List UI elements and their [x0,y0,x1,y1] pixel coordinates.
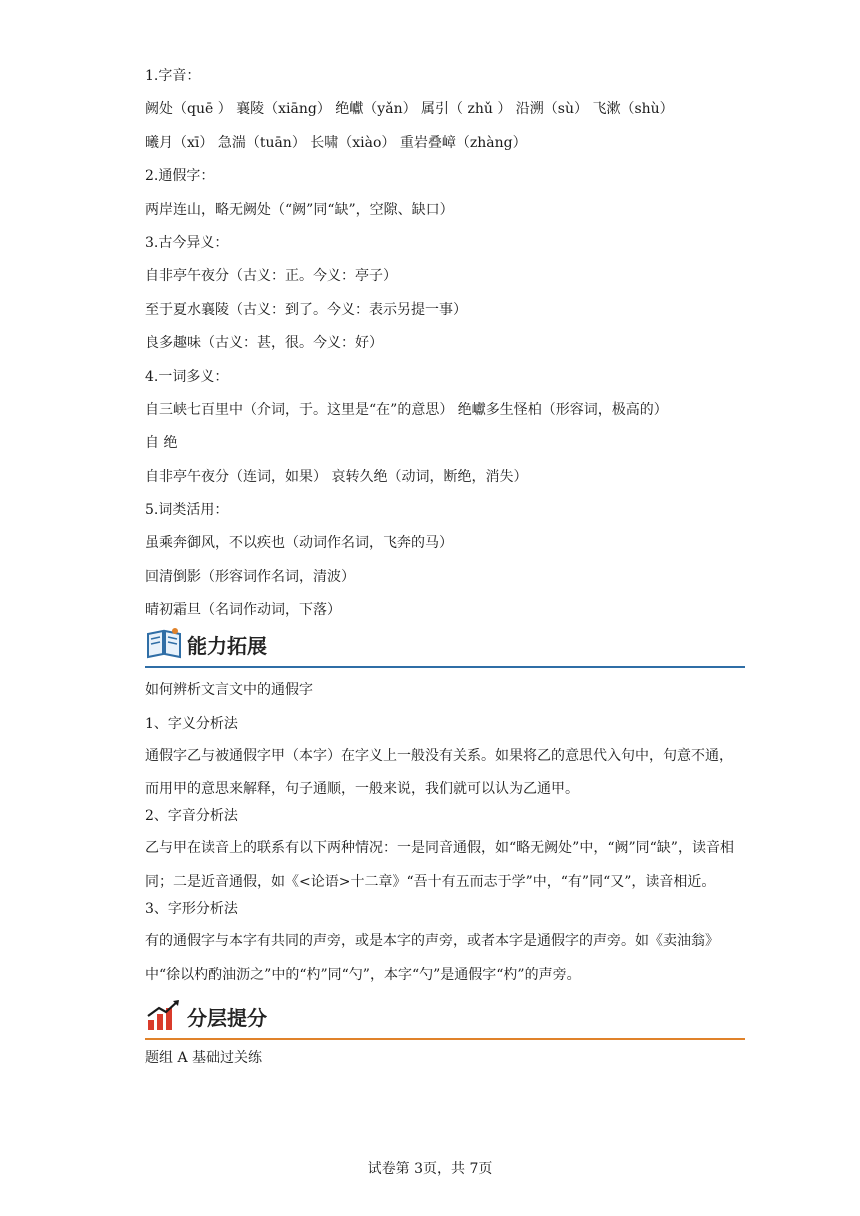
yiciduoyi-line-1: 自三峡七百里中（介词，于。这里是“在”的意思） 绝巘多生怪柏（形容词，极高的） [145,401,668,418]
method-3-heading: 3、字形分析法 [145,901,238,918]
gujin-line-2: 至于夏水襄陵（古义：到了。今义：表示另提一事） [145,301,467,318]
heading-cilei: 5.词类活用： [145,502,229,519]
gujin-line-1: 自非亭午夜分（古义：正。今义：亭子） [145,268,397,285]
section-title-tiered: 分层提分 [187,1006,267,1031]
pronunciation-line-2: 曦月（xī） 急湍（tuān） 长啸（xiào） 重岩叠嶂（zhàng） [145,134,527,151]
heading-yiciduoyi: 4.一词多义： [145,368,229,385]
section-header-ability [145,624,745,668]
method-1-heading: 1、字义分析法 [145,715,238,732]
ability-intro: 如何辨析文言文中的通假字 [145,682,313,699]
page-footer: 试卷第 3页，共 7页 [367,1161,493,1177]
heading-pronunciation: 1.字音： [145,68,201,84]
tongjia-line-1: 两岸连山，略无阙处（“阙”同“缺”，空隙、缺口） [145,201,454,218]
notes-list [145,66,745,620]
heading-tongjia: 2.通假字： [145,168,215,185]
pronunciation-line-1: 阙处（quē ） 襄陵（xiāng） 绝巘（yǎn） 属引（ zhǔ ） 沿溯（sù） 飞漱（shù） [145,101,674,118]
yiciduoyi-line-2: 自 绝 [145,435,178,452]
yiciduoyi-line-3: 自非亭午夜分（连词，如果） 哀转久绝（动词，断绝，消失） [145,468,528,485]
method-2-text: 乙与甲在读音上的联系有以下两种情况：一是同音通假，如“略无阙处”中，“阙”同“缺”，读音相同；二是近音通假，如《<论语>十二章》“吾十有五而志于学”中，“有”同“又”，读音相近。 [145,840,734,890]
cilei-line-3: 晴初霜旦（名词作动词，下落） [145,602,341,619]
section-header-tiered [145,996,745,1040]
method-3-text: 有的通假字与本字有共同的声旁，或是本字的声旁，或者本字是通假字的声旁。如《卖油翁》中“徐以杓酌油沥之”中的“杓”同“勺”，本字“勺”是通假字“杓”的声旁。 [145,933,719,983]
method-2-heading: 2、字音分析法 [145,808,238,825]
page-content [145,66,745,1068]
method-1-text: 通假字乙与被通假字甲（本字）在字义上一般没有关系。如果将乙的意思代入句中，句意不通，而用甲的意思来解释，句子通顺，一般来说，我们就可以认为乙通甲。 [145,747,733,798]
question-group-title: 题组 A 基础过关练 [145,1050,263,1067]
heading-gujin: 3.古今异义： [145,234,229,251]
open-book-icon [145,626,183,660]
ability-section [145,680,745,992]
cilei-line-2: 回清倒影（形容词作名词，清波） [145,568,355,585]
section-title-ability: 能力拓展 [187,634,267,659]
cilei-line-1: 虽乘奔御风，不以疾也（动词作名词，飞奔的马） [145,535,453,552]
gujin-line-3: 良多趣味（古义：甚，很。今义：好） [145,335,383,352]
bar-chart-arrow-icon [145,998,183,1032]
